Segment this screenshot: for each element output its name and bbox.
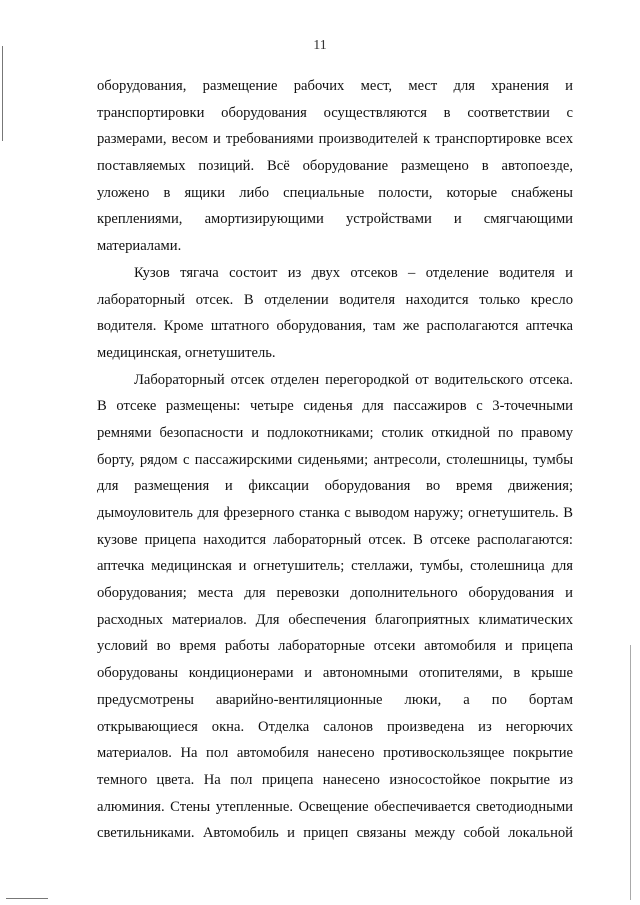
text-line: материалами. <box>97 238 182 255</box>
text-line: Кузов тягача состоит из двух отсеков – отделение водителя и <box>134 264 573 281</box>
text-line: материалов. На пол автомобиля нанесено противоскользящее покрытие <box>97 745 573 762</box>
text-line: оборудования; места для перевозки дополнительного оборудования и <box>97 585 573 602</box>
text-line: для размещения и фиксации оборудования во время движения; <box>97 478 573 495</box>
text-line: Лабораторный отсек отделен перегородкой от водительского отсека. <box>134 371 573 388</box>
text-line: медицинская, огнетушитель. <box>97 344 276 361</box>
text-line: оборудованы кондиционерами и автономными отопителями, в крыше <box>97 665 573 682</box>
document-body <box>97 73 573 847</box>
text-line: оборудования, размещение рабочих мест, мест для хранения и <box>97 78 573 94</box>
text-line: расходных материалов. Для обеспечения благоприятных климатических <box>97 611 573 628</box>
text-line: дымоуловитель для фрезерного станка с выводом наружу; огнетушитель. В <box>97 505 573 521</box>
text-line: борту, рядом с пассажирскими сиденьями; антресоли, столешницы, тумбы <box>97 451 573 468</box>
text-line: креплениями, амортизирующими устройствами и смягчающими <box>97 211 573 228</box>
text-line: темного цвета. На пол прицепа нанесено износостойкое покрытие из <box>97 771 573 788</box>
text-line: размерами, весом и требованиями производителей к транспортировке всех <box>97 131 573 148</box>
text-line: ремнями безопасности и подлокотниками; столик откидной по правому <box>97 424 573 441</box>
text-line: В отсеке размещены: четыре сиденья для пассажиров с 3-точечными <box>97 398 573 415</box>
text-line: предусмотрены аварийно-вентиляционные люки, а по бортам <box>97 691 573 708</box>
scan-edge-line-left <box>2 46 3 141</box>
page-number: 11 <box>313 38 327 53</box>
text-line: транспортировки оборудования осуществляются в соответствии с <box>97 104 573 121</box>
text-line: кузове прицепа находится лабораторный отсек. В отсеке располагаются: <box>97 531 573 548</box>
text-line: открывающиеся окна. Отделка салонов произведена из негорючих <box>97 718 573 735</box>
text-line: светильниками. Автомобиль и прицеп связаны между собой локальной <box>97 825 573 842</box>
scan-edge-line-right <box>630 645 631 900</box>
text-line: лабораторный отсек. В отделении водителя находится только кресло <box>97 291 573 308</box>
text-line: водителя. Кроме штатного оборудования, там же располагаются аптечка <box>97 318 573 335</box>
text-line: поставляемых позиций. Всё оборудование размещено в автопоезде, <box>97 158 573 175</box>
scan-edge-line-bottom <box>6 898 48 899</box>
text-line: условий во время работы лабораторные отсеки автомобиля и прицепа <box>97 638 573 655</box>
text-line: уложено в ящики либо специальные полости, которые снабжены <box>97 184 573 201</box>
text-line: аптечка медицинская и огнетушитель; стеллажи, тумбы, столешница для <box>97 558 573 575</box>
text-line: алюминия. Стены утепленные. Освещение обеспечивается светодиодными <box>97 798 573 815</box>
